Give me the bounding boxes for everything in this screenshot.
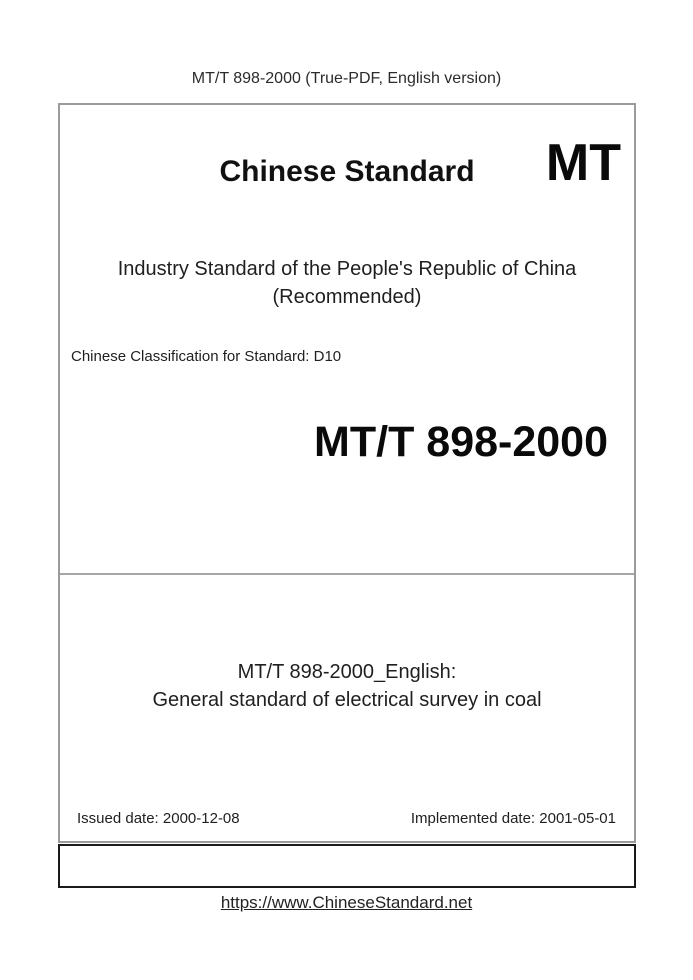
footer [0,893,693,913]
page-header-title: MT/T 898-2000 (True-PDF, English version) [191,70,502,87]
issued-date-label: Issued date: 2000-12-08 [77,810,240,827]
implemented-date-label: Implemented date: 2001-05-01 [410,810,616,827]
subtitle-line-2: (Recommended) [272,286,422,308]
cover-subtitle [60,255,634,311]
footer-website-link[interactable]: https://www.ChineseStandard.net [220,893,473,912]
classification-label: Chinese Classification for Standard: D10 [71,348,342,365]
subtitle-line-1: Industry Standard of the People's Republic of China [117,258,577,280]
bottom-empty-box [58,844,636,888]
cover-main-box [58,103,636,843]
mt-logo: MT [545,134,621,192]
section-divider [60,573,634,575]
english-title-line-1: MT/T 898-2000_English: [237,661,457,683]
cover-title: Chinese Standard [219,155,475,188]
standard-number: MT/T 898-2000 [314,418,608,466]
english-title [60,658,634,714]
dates-row [60,810,634,827]
english-title-line-2: General standard of electrical survey in coal [152,689,542,711]
